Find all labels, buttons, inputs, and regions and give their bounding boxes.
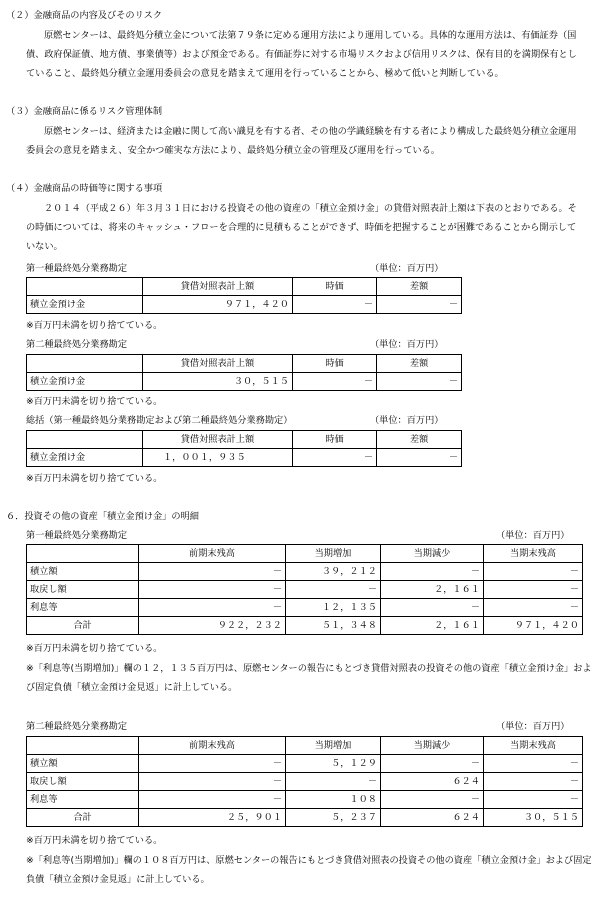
row-label: 積立額	[27, 563, 139, 581]
section-6-heading: ６．投資その他の資産「積立金預け金」の明細	[6, 511, 199, 522]
header-difference: 差額	[377, 278, 462, 296]
header-amount: 貸借対照表計上額	[143, 431, 293, 449]
cell: －	[381, 563, 484, 581]
fv-table-2-note: ※百万円未満を切り捨てている。	[26, 396, 163, 407]
fv-table-1-title: 第一種最終処分業務勘定	[26, 263, 128, 274]
header-blank	[27, 545, 139, 563]
total-cell: ２５，９０１	[139, 809, 286, 827]
cell: －	[381, 755, 484, 773]
detail-table-1-title: 第一種最終処分業務勘定	[26, 530, 128, 541]
cell: －	[139, 581, 286, 599]
detail-table-2-truncate-note: ※百万円未満を切り捨てている。	[26, 835, 163, 846]
fair-value-table-1	[26, 277, 462, 314]
header-increase: 当期増加	[286, 545, 381, 563]
difference-cell: －	[377, 373, 462, 391]
cell: －	[139, 773, 286, 791]
cell: ５，１２９	[286, 755, 381, 773]
detail-table-1-interest-note: ※「利息等(当期増加)」欄の１２，１３５百万円は、原燃センターの報告にもとづき貸借対照表の投資その他の資産「積立金預け金」および固定負債「積立金預け金見返」に計上している。	[26, 663, 592, 693]
section-4-heading: （４）金融商品の時価等に関する事項	[6, 183, 163, 194]
detail-table-2-title: 第二種最終処分業務勘定	[26, 721, 128, 732]
fv-table-1-note: ※百万円未満を切り捨てている。	[26, 320, 163, 331]
row-label: 利息等	[27, 791, 139, 809]
amount-cell: １，００１，９３５	[143, 449, 293, 467]
row-label: 積立金預け金	[27, 449, 143, 467]
cell: １２，１３５	[286, 599, 381, 617]
section-2-body: 原燃センターは、最終処分積立金について法第７９条に定める運用方法により運用している。具体的な運用方法は、有価証券（国債、政府保証債、地方債、事業債等）および預金である。有価証券に対する市場リスクおよび信用リスクは、保有目的を満期保有としていること、最終処分積立金運用委員会の意見を踏まえて運用を行っていることから、極めて低いと判断している。	[26, 30, 577, 80]
header-decrease: 当期減少	[381, 545, 484, 563]
cell: －	[484, 791, 583, 809]
cell: －	[381, 599, 484, 617]
header-amount: 貸借対照表計上額	[143, 278, 293, 296]
cell: －	[286, 773, 381, 791]
total-cell: ５，２３７	[286, 809, 381, 827]
section-2-heading: （２）金融商品の内容及びそのリスク	[6, 10, 163, 21]
row-label: 積立額	[27, 755, 139, 773]
cell: －	[484, 755, 583, 773]
header-closing: 当期末残高	[484, 737, 583, 755]
header-amount: 貸借対照表計上額	[143, 355, 293, 373]
total-cell: ９２２，２３２	[139, 617, 286, 635]
cell: －	[139, 563, 286, 581]
total-cell: ６２４	[381, 809, 484, 827]
fv-table-2-title: 第二種最終処分業務勘定	[26, 339, 128, 350]
row-label: 取戻し額	[27, 773, 139, 791]
cell: －	[381, 791, 484, 809]
section-3-heading: （３）金融商品に係るリスク管理体制	[6, 106, 163, 117]
row-label: 積立金預け金	[27, 373, 143, 391]
cell: ２，１６１	[381, 581, 484, 599]
amount-cell: ３０，５１５	[143, 373, 293, 391]
header-difference: 差額	[377, 431, 462, 449]
total-cell: ９７１，４２０	[484, 617, 583, 635]
detail-table-1-unit: （単位：百万円）	[496, 530, 570, 541]
total-cell: ２，１６１	[381, 617, 484, 635]
header-opening: 前期末残高	[139, 737, 286, 755]
cell: ３９，２１２	[286, 563, 381, 581]
cell: －	[484, 599, 583, 617]
total-cell: ５１，３４８	[286, 617, 381, 635]
detail-table-1	[26, 544, 583, 635]
header-blank	[27, 737, 139, 755]
row-label: 利息等	[27, 599, 139, 617]
total-cell: ３０，５１５	[484, 809, 583, 827]
fair-value-cell: －	[293, 373, 377, 391]
difference-cell: －	[377, 449, 462, 467]
cell: －	[484, 773, 583, 791]
row-label: 取戻し額	[27, 581, 139, 599]
header-blank	[27, 355, 143, 373]
section-3-body: 原燃センターは、経済または金融に関して高い識見を有する者、その他の学識経験を有する者により構成した最終処分積立金運用委員会の意見を踏まえ、安全かつ確実な方法により、最終処分積立金の管理及び運用を行っている。	[26, 126, 577, 157]
header-increase: 当期増加	[286, 737, 381, 755]
fv-table-2-unit: （単位：百万円）	[370, 339, 444, 350]
cell: １０８	[286, 791, 381, 809]
header-opening: 前期末残高	[139, 545, 286, 563]
header-fair-value: 時価	[293, 278, 377, 296]
cell: －	[286, 581, 381, 599]
fv-table-3-note: ※百万円未満を切り捨てている。	[26, 473, 163, 484]
total-label: 合計	[27, 617, 139, 635]
fair-value-cell: －	[293, 449, 377, 467]
header-blank	[27, 278, 143, 296]
cell: －	[484, 581, 583, 599]
detail-table-2-interest-note: ※「利息等(当期増加)」欄の１０８百万円は、原燃センターの報告にもとづき貸借対照表の投資その他の資産「積立金預け金」および固定負債「積立金預け金見返」に計上している。	[26, 855, 592, 885]
detail-table-2	[26, 736, 583, 827]
total-label: 合計	[27, 809, 139, 827]
section-4-body: ２０１４（平成２６）年３月３１日における投資その他の資産の「積立金預け金」の貸借対照表計上額は下表のとおりである。その時価については、将来のキャッシュ・フローを合理的に見積もることができず、時価を把握することが困難であることから開示していない。	[26, 203, 577, 253]
difference-cell: －	[377, 296, 462, 314]
fair-value-cell: －	[293, 296, 377, 314]
header-fair-value: 時価	[293, 431, 377, 449]
cell: ６２４	[381, 773, 484, 791]
fv-table-1-unit: （単位：百万円）	[370, 263, 444, 274]
fair-value-table-2	[26, 354, 462, 391]
header-blank	[27, 431, 143, 449]
header-decrease: 当期減少	[381, 737, 484, 755]
header-closing: 当期末残高	[484, 545, 583, 563]
cell: －	[139, 791, 286, 809]
amount-cell: ９７１，４２０	[143, 296, 293, 314]
cell: －	[139, 755, 286, 773]
detail-table-2-unit: （単位：百万円）	[496, 721, 570, 732]
fv-table-3-unit: （単位：百万円）	[370, 415, 444, 426]
fv-table-3-title: 総括（第一種最終処分業務勘定および第二種最終処分業務勘定）	[26, 415, 293, 426]
cell: －	[139, 599, 286, 617]
header-fair-value: 時価	[293, 355, 377, 373]
header-difference: 差額	[377, 355, 462, 373]
row-label: 積立金預け金	[27, 296, 143, 314]
detail-table-1-truncate-note: ※百万円未満を切り捨てている。	[26, 643, 163, 654]
cell: －	[484, 563, 583, 581]
fair-value-table-3	[26, 430, 462, 467]
